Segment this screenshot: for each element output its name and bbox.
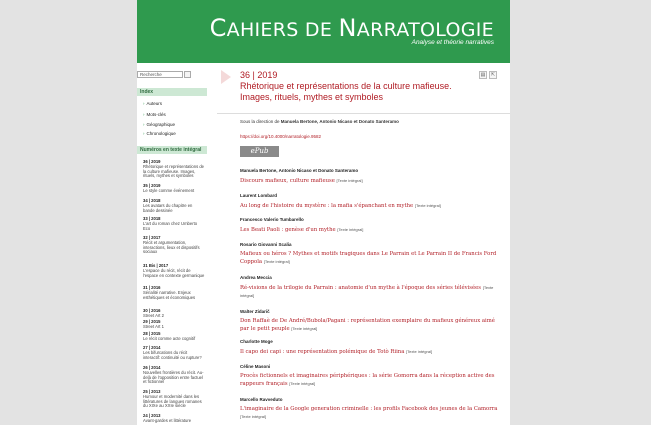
issue-list-item[interactable] <box>143 366 205 385</box>
article-entry <box>240 217 502 234</box>
full-text-tag[interactable]: [Texte intégral] <box>414 203 441 208</box>
index-link-chronological[interactable]: › Chronologique <box>143 131 176 137</box>
issue-title: Street Art 2 <box>143 312 164 318</box>
article-entry <box>240 168 502 185</box>
issue-number: 27 | 2014 <box>143 345 161 350</box>
issue-number: 30 | 2016 <box>143 308 161 313</box>
article-title-link[interactable]: L'imaginaire de la Google generation criminelle : les profils Facebook des jeunes de la Camorra <box>240 406 498 412</box>
issue-title: Récit et argumentation, interactions, lieux et dispositifs sociaux <box>143 239 200 255</box>
issue-title: Nouvelles frontières du récit. Au-delà de l'opposition entre factuel et fictionnel <box>143 369 204 385</box>
full-text-tag[interactable]: [Texte intégral] <box>263 259 290 264</box>
article-author: Céline Masoni <box>240 364 271 369</box>
full-text-tag[interactable]: [Texte intégral] <box>336 178 363 183</box>
issue-list-item[interactable] <box>143 414 205 424</box>
issue-title: Le récit comme acte cognitif <box>143 335 196 341</box>
article-title-link[interactable]: Les Beati Paoli : genèse d'un mythe <box>240 227 336 233</box>
article-author: Walter Zidarič <box>240 309 270 314</box>
divider <box>217 113 510 114</box>
article-title-link[interactable]: Mafieux ou héros ? Mythes et motifs tragiques dans Le Parrain et Le Parrain II de Francis Ford Coppola <box>240 251 497 265</box>
article-entry <box>240 397 502 421</box>
issues-heading: Numéros en texte intégral <box>137 146 207 154</box>
issue-list-item[interactable] <box>143 332 205 342</box>
site-tagline: Analyse et théorie narratives <box>411 39 494 46</box>
full-text-tag[interactable]: [Texte intégral] <box>337 227 364 232</box>
index-link-geographic[interactable]: › Géographique <box>143 122 175 128</box>
article-title-link[interactable]: Procès fictionnels et imaginaires périphériques : la série Gomorra dans la réception active des rappeurs français <box>240 373 495 387</box>
issue-number: 32 | 2017 <box>143 235 161 240</box>
issue-number: 34 | 2018 <box>143 198 161 203</box>
article-author: Marcello Ravveduto <box>240 397 283 402</box>
play-arrow-icon <box>221 70 231 84</box>
editors-line <box>240 119 399 124</box>
article-title-link[interactable]: Au long de l'histoire du mystère : la mafia s'épanchant en mythe <box>240 203 414 209</box>
article-entry <box>240 193 502 210</box>
issue-list-item[interactable] <box>143 217 205 231</box>
title-initial: N <box>338 14 357 42</box>
search-input[interactable] <box>137 71 183 78</box>
site-title[interactable] <box>210 14 494 42</box>
issue-list-item[interactable] <box>143 320 205 330</box>
issue-title: L'espace du récit, récit de l'espace en contexte germanique <box>143 267 205 278</box>
title-part: AHIERS DE <box>226 19 339 41</box>
issue-title: Le style comme événement <box>143 187 195 193</box>
site-header <box>137 0 510 63</box>
index-heading: Index <box>137 88 207 96</box>
issue-number: 29 | 2015 <box>143 319 161 324</box>
article-author: Charlotte Moge <box>240 339 273 344</box>
article-author: Andrea Meccia <box>240 275 272 280</box>
page-container <box>137 0 510 425</box>
issue-number: 35 | 2019 <box>143 183 161 188</box>
article-title-link[interactable]: Ré-visions de la trilogie du Parrain : anatomie d'un mythe à l'époque des séries télévisées <box>240 285 482 291</box>
article-entry <box>240 242 502 266</box>
full-text-tag[interactable]: [Texte intégral] <box>240 285 494 298</box>
issue-title: L'art du roman chez Umberto Eco <box>143 220 198 231</box>
full-text-tag[interactable]: [Texte intégral] <box>240 414 267 419</box>
issue-title: Humour et modernité dans les littératures de langues romanes du XIXe au XXIe siècle <box>143 393 202 409</box>
issue-number: 26 | 2014 <box>143 365 161 370</box>
article-title-link[interactable]: Discours mafieux, culture mafieuse <box>240 178 335 184</box>
issue-list-item[interactable] <box>143 390 205 409</box>
article-author: Laurent Lombard <box>240 193 278 198</box>
epub-button[interactable]: ePub <box>240 146 279 157</box>
share-icon[interactable]: ⇱ <box>490 72 496 78</box>
issue-list-item[interactable] <box>143 264 205 278</box>
index-link-keywords[interactable]: › Mots-clés <box>143 112 166 118</box>
issue-number-heading: 36 | 2019 <box>240 70 278 80</box>
issue-number: 24 | 2013 <box>143 413 161 418</box>
title-initial: C <box>209 14 227 42</box>
issue-title: Sérialité narrative. Enjeux esthétiques et économiques <box>143 289 196 300</box>
print-icon[interactable]: ▤ <box>480 72 486 78</box>
issue-number: 28 | 2015 <box>143 331 161 336</box>
issue-number: 31 Bis | 2017 <box>143 263 169 268</box>
article-entry <box>240 339 502 356</box>
issue-list-item[interactable] <box>143 309 205 319</box>
issue-list-item[interactable] <box>143 184 205 194</box>
article-author: Manuela Bertone, Antonio Nicaso et Donato Santeramo <box>240 168 359 173</box>
article-entry <box>240 275 502 300</box>
article-author: Francesco Valerio Tumbarello <box>240 217 304 222</box>
issue-number: 25 | 2013 <box>143 389 161 394</box>
article-title-link[interactable]: Don Raffaè de De André/Bubola/Pagani : représentation exemplaire du mafieux généreux aimé par le petit peuple <box>240 318 495 332</box>
title-part: ARRATOLOGIE <box>356 19 494 41</box>
issue-list-item[interactable] <box>143 199 205 213</box>
issue-number: 36 | 2019 <box>143 159 161 164</box>
doi-link[interactable]: https://doi.org/10.4000/narratologie.9582 <box>240 134 322 139</box>
issue-title: Street Art 1 <box>143 323 164 329</box>
article-entry <box>240 309 502 333</box>
issue-title-heading: Rhétorique et représentations de la culture mafieuse. Images, rituels, mythes et symboles <box>240 81 452 102</box>
article-author: Rosario Giovanni Scalia <box>240 242 292 247</box>
issue-number: 31 | 2016 <box>143 285 161 290</box>
issue-number: 33 | 2018 <box>143 216 161 221</box>
full-text-tag[interactable]: [Texte intégral] <box>291 326 318 331</box>
issue-list-item[interactable] <box>143 286 205 300</box>
issue-title: Avant-gardes et littérature <box>143 417 192 423</box>
editors-prefix: Sous la direction de <box>240 119 281 124</box>
issue-title: Les bifurcations du récit interactif: continuité ou rupture? <box>143 349 202 360</box>
editors-names: Manuela Bertone, Antonio Nicaso et Donato Santeramo <box>280 119 399 124</box>
article-entry <box>240 364 502 388</box>
issue-list-item[interactable] <box>143 236 205 255</box>
issue-title: Les avatars du chapitre en bande dessinée <box>143 202 193 213</box>
issue-title: Rhétorique et représentations de la culture mafieuse. Images, rituels, mythes et symboles <box>143 163 204 179</box>
index-link-authors[interactable]: › Auteurs <box>143 101 162 107</box>
article-title-link[interactable]: Il capo dei capi : une représentation polémique de Totò Riina <box>240 349 405 355</box>
issue-list-item[interactable] <box>143 160 205 179</box>
full-text-tag[interactable]: [Texte intégral] <box>406 349 433 354</box>
search-button[interactable] <box>184 71 191 78</box>
issue-list-item[interactable] <box>143 346 205 360</box>
full-text-tag[interactable]: [Texte intégral] <box>289 381 316 386</box>
